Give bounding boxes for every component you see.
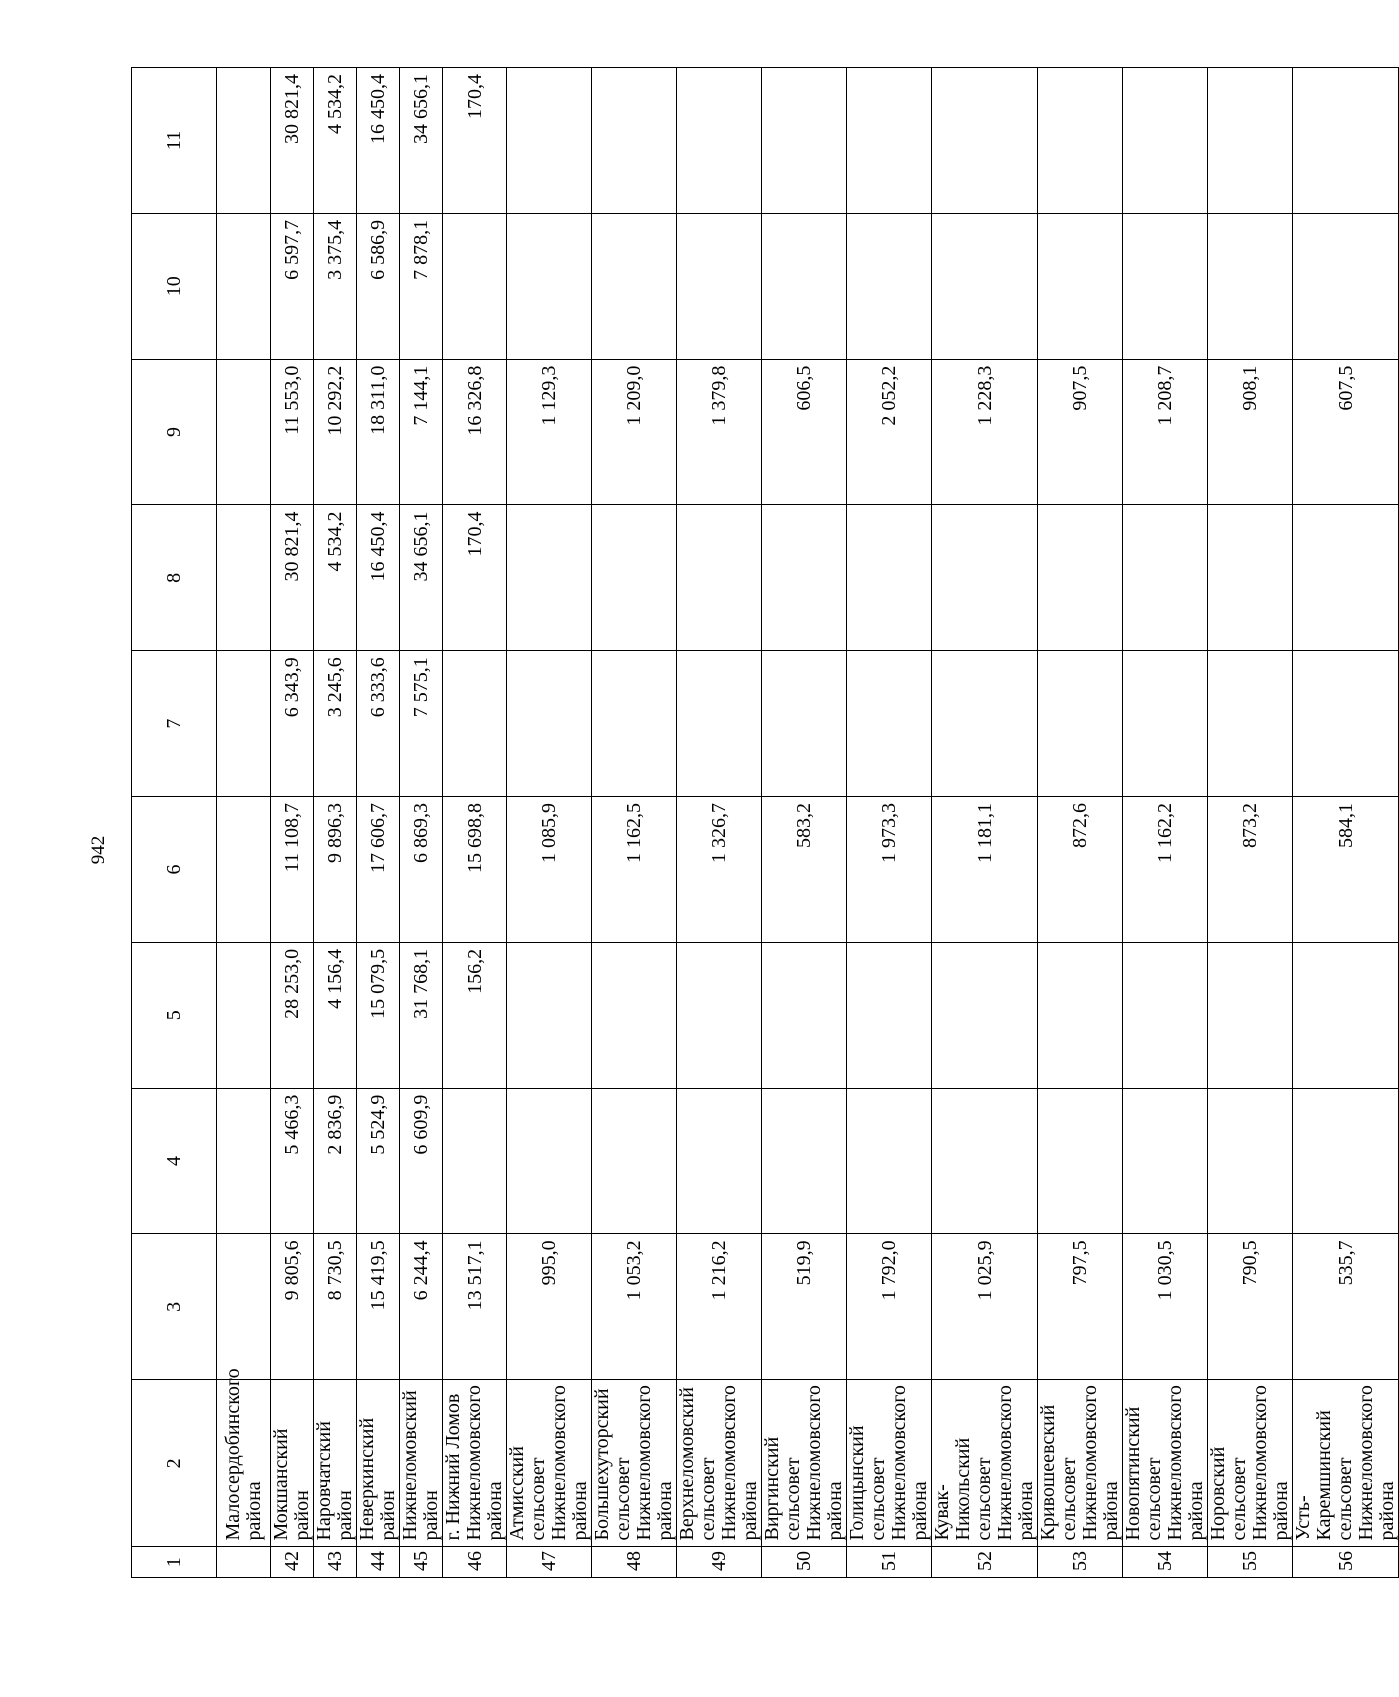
territory-name-cell: Виргинский сельсовет Нижнеломовского района bbox=[762, 1380, 847, 1547]
value-cell-c10 bbox=[1208, 213, 1293, 359]
value-cell-c11 bbox=[507, 68, 592, 214]
territory-name-cell: Кривошеевский сельсовет Нижнеломовского района bbox=[1038, 1380, 1123, 1547]
value-cell-c11: 4 534,2 bbox=[314, 68, 357, 214]
value-cell-c10: 6 586,9 bbox=[357, 213, 400, 359]
value-cell-c8 bbox=[677, 505, 762, 651]
value-cell-c4 bbox=[1038, 1088, 1123, 1234]
row-number-cell: 44 bbox=[357, 1547, 400, 1578]
row-number-cell bbox=[217, 1547, 271, 1578]
value-cell-c9: 2 052,2 bbox=[847, 359, 932, 505]
value-cell-c3: 519,9 bbox=[762, 1234, 847, 1380]
territory-name-cell: Голицынский сельсовет Нижнеломовского района bbox=[847, 1380, 932, 1547]
row-number-cell: 56 bbox=[1293, 1547, 1399, 1578]
value-cell-c6: 1 085,9 bbox=[507, 797, 592, 943]
row-number-cell: 51 bbox=[847, 1547, 932, 1578]
value-cell-c6: 1 162,5 bbox=[592, 797, 677, 943]
value-cell-c5: 31 768,1 bbox=[400, 942, 443, 1088]
value-cell-c9: 16 326,8 bbox=[443, 359, 507, 505]
value-cell-c8 bbox=[592, 505, 677, 651]
value-cell-c11 bbox=[932, 68, 1038, 214]
value-cell-c11 bbox=[217, 68, 271, 214]
value-cell-c10 bbox=[762, 213, 847, 359]
table-row bbox=[1038, 68, 1123, 1578]
value-cell-c10: 6 597,7 bbox=[271, 213, 314, 359]
value-cell-c9: 606,5 bbox=[762, 359, 847, 505]
value-cell-c11: 170,4 bbox=[443, 68, 507, 214]
value-cell-c9: 1 228,3 bbox=[932, 359, 1038, 505]
value-cell-c6: 11 108,7 bbox=[271, 797, 314, 943]
value-cell-c3: 6 244,4 bbox=[400, 1234, 443, 1380]
table-row bbox=[762, 68, 847, 1578]
row-number-cell: 42 bbox=[271, 1547, 314, 1578]
value-cell-c5: 15 079,5 bbox=[357, 942, 400, 1088]
row-number-cell: 50 bbox=[762, 1547, 847, 1578]
value-cell-c9: 607,5 bbox=[1293, 359, 1399, 505]
row-number-cell: 45 bbox=[400, 1547, 443, 1578]
table-row bbox=[1123, 68, 1208, 1578]
value-cell-c6: 9 896,3 bbox=[314, 797, 357, 943]
value-cell-c7 bbox=[932, 651, 1038, 797]
value-cell-c3: 1 792,0 bbox=[847, 1234, 932, 1380]
value-cell-c6: 873,2 bbox=[1208, 797, 1293, 943]
table-row bbox=[443, 68, 507, 1578]
value-cell-c3: 13 517,1 bbox=[443, 1234, 507, 1380]
value-cell-c6: 15 698,8 bbox=[443, 797, 507, 943]
value-cell-c5 bbox=[677, 942, 762, 1088]
header-cell: 4 bbox=[132, 1088, 217, 1234]
value-cell-c3: 535,7 bbox=[1293, 1234, 1399, 1380]
value-cell-c5 bbox=[507, 942, 592, 1088]
value-cell-c11: 16 450,4 bbox=[357, 68, 400, 214]
value-cell-c9 bbox=[217, 359, 271, 505]
value-cell-c3: 15 419,5 bbox=[357, 1234, 400, 1380]
value-cell-c3: 797,5 bbox=[1038, 1234, 1123, 1380]
value-cell-c6: 1 181,1 bbox=[932, 797, 1038, 943]
value-cell-c7 bbox=[1123, 651, 1208, 797]
value-cell-c3: 995,0 bbox=[507, 1234, 592, 1380]
row-number-cell: 48 bbox=[592, 1547, 677, 1578]
value-cell-c7: 3 245,6 bbox=[314, 651, 357, 797]
value-cell-c4 bbox=[1208, 1088, 1293, 1234]
value-cell-c6: 1 973,3 bbox=[847, 797, 932, 943]
territory-name-cell: Большехуторский сельсовет Нижнеломовского района bbox=[592, 1380, 677, 1547]
value-cell-c7 bbox=[677, 651, 762, 797]
value-cell-c10: 3 375,4 bbox=[314, 213, 357, 359]
table-row bbox=[217, 68, 271, 1578]
value-cell-c6: 17 606,7 bbox=[357, 797, 400, 943]
value-cell-c4: 6 609,9 bbox=[400, 1088, 443, 1234]
value-cell-c8 bbox=[932, 505, 1038, 651]
value-cell-c4: 2 836,9 bbox=[314, 1088, 357, 1234]
value-cell-c7 bbox=[1208, 651, 1293, 797]
row-number-cell: 53 bbox=[1038, 1547, 1123, 1578]
value-cell-c7 bbox=[762, 651, 847, 797]
value-cell-c4 bbox=[217, 1088, 271, 1234]
value-cell-c8: 30 821,4 bbox=[271, 505, 314, 651]
territory-name-cell: Новопятинский сельсовет Нижнеломовского района bbox=[1123, 1380, 1208, 1547]
value-cell-c6: 6 869,3 bbox=[400, 797, 443, 943]
value-cell-c4 bbox=[443, 1088, 507, 1234]
value-cell-c8 bbox=[1123, 505, 1208, 651]
value-cell-c3: 1 216,2 bbox=[677, 1234, 762, 1380]
value-cell-c6: 1 162,2 bbox=[1123, 797, 1208, 943]
value-cell-c8 bbox=[217, 505, 271, 651]
value-cell-c8 bbox=[1038, 505, 1123, 651]
value-cell-c10 bbox=[932, 213, 1038, 359]
territory-name-cell: Наровчатский район bbox=[314, 1380, 357, 1547]
territory-name-cell: Верхнеломовский сельсовет Нижнеломовского района bbox=[677, 1380, 762, 1547]
row-number-cell: 47 bbox=[507, 1547, 592, 1578]
value-cell-c4: 5 466,3 bbox=[271, 1088, 314, 1234]
value-cell-c5: 156,2 bbox=[443, 942, 507, 1088]
value-cell-c4: 5 524,9 bbox=[357, 1088, 400, 1234]
territory-name-cell: Атмисский сельсовет Нижнеломовского района bbox=[507, 1380, 592, 1547]
header-cell: 1 bbox=[132, 1547, 217, 1578]
territory-name-cell: Мокшанский район bbox=[271, 1380, 314, 1547]
value-cell-c9: 1 209,0 bbox=[592, 359, 677, 505]
value-cell-c8 bbox=[1208, 505, 1293, 651]
value-cell-c5: 4 156,4 bbox=[314, 942, 357, 1088]
value-cell-c10 bbox=[847, 213, 932, 359]
value-cell-c5: 28 253,0 bbox=[271, 942, 314, 1088]
value-cell-c4 bbox=[1293, 1088, 1399, 1234]
row-number-cell: 43 bbox=[314, 1547, 357, 1578]
value-cell-c3: 8 730,5 bbox=[314, 1234, 357, 1380]
header-cell: 8 bbox=[132, 505, 217, 651]
value-cell-c11 bbox=[592, 68, 677, 214]
value-cell-c6: 872,6 bbox=[1038, 797, 1123, 943]
value-cell-c5 bbox=[847, 942, 932, 1088]
value-cell-c9: 7 144,1 bbox=[400, 359, 443, 505]
value-cell-c6: 1 326,7 bbox=[677, 797, 762, 943]
value-cell-c8: 34 656,1 bbox=[400, 505, 443, 651]
value-cell-c4 bbox=[1123, 1088, 1208, 1234]
value-cell-c11: 34 656,1 bbox=[400, 68, 443, 214]
territory-name-cell: г. Нижний Ломов Нижнеломовского района bbox=[443, 1380, 507, 1547]
value-cell-c8 bbox=[1293, 505, 1399, 651]
value-cell-c7 bbox=[507, 651, 592, 797]
value-cell-c7 bbox=[1038, 651, 1123, 797]
table-row bbox=[1293, 68, 1399, 1578]
value-cell-c3: 1 053,2 bbox=[592, 1234, 677, 1380]
table-row bbox=[400, 68, 443, 1578]
value-cell-c8: 16 450,4 bbox=[357, 505, 400, 651]
value-cell-c9: 10 292,2 bbox=[314, 359, 357, 505]
value-cell-c4 bbox=[507, 1088, 592, 1234]
value-cell-c11 bbox=[677, 68, 762, 214]
value-cell-c7: 6 343,9 bbox=[271, 651, 314, 797]
row-number-cell: 46 bbox=[443, 1547, 507, 1578]
value-cell-c10 bbox=[217, 213, 271, 359]
value-cell-c9: 908,1 bbox=[1208, 359, 1293, 505]
value-cell-c8: 4 534,2 bbox=[314, 505, 357, 651]
value-cell-c10: 7 878,1 bbox=[400, 213, 443, 359]
rotated-table-wrapper bbox=[131, 67, 1398, 1578]
value-cell-c9: 1 379,8 bbox=[677, 359, 762, 505]
value-cell-c11 bbox=[762, 68, 847, 214]
table-row bbox=[847, 68, 932, 1578]
value-cell-c10 bbox=[1293, 213, 1399, 359]
territory-name-cell: Малосердобинского района bbox=[217, 1380, 271, 1547]
value-cell-c8: 170,4 bbox=[443, 505, 507, 651]
value-cell-c3: 1 030,5 bbox=[1123, 1234, 1208, 1380]
territory-name-cell: Норовский сельсовет Нижнеломовского района bbox=[1208, 1380, 1293, 1547]
table-row bbox=[932, 68, 1038, 1578]
value-cell-c5 bbox=[1123, 942, 1208, 1088]
row-number-cell: 54 bbox=[1123, 1547, 1208, 1578]
value-cell-c9: 1 208,7 bbox=[1123, 359, 1208, 505]
value-cell-c10 bbox=[592, 213, 677, 359]
value-cell-c5 bbox=[1293, 942, 1399, 1088]
data-table bbox=[131, 67, 1399, 1578]
territory-name-cell: Кувак-Никольский сельсовет Нижнеломовского района bbox=[932, 1380, 1038, 1547]
value-cell-c4 bbox=[847, 1088, 932, 1234]
value-cell-c11 bbox=[1123, 68, 1208, 214]
row-number-cell: 49 bbox=[677, 1547, 762, 1578]
value-cell-c9: 1 129,3 bbox=[507, 359, 592, 505]
header-cell: 6 bbox=[132, 797, 217, 943]
territory-name-cell: Нижнеломовский район bbox=[400, 1380, 443, 1547]
value-cell-c8 bbox=[507, 505, 592, 651]
value-cell-c4 bbox=[592, 1088, 677, 1234]
value-cell-c9: 907,5 bbox=[1038, 359, 1123, 505]
table-row bbox=[677, 68, 762, 1578]
value-cell-c4 bbox=[677, 1088, 762, 1234]
territory-name-cell: Усть-Каремшинский сельсовет Нижнеломовского района bbox=[1293, 1380, 1399, 1547]
header-cell: 5 bbox=[132, 942, 217, 1088]
value-cell-c6: 584,1 bbox=[1293, 797, 1399, 943]
value-cell-c5 bbox=[932, 942, 1038, 1088]
value-cell-c9: 18 311,0 bbox=[357, 359, 400, 505]
row-number-cell: 55 bbox=[1208, 1547, 1293, 1578]
value-cell-c11: 30 821,4 bbox=[271, 68, 314, 214]
table-row bbox=[357, 68, 400, 1578]
header-row bbox=[132, 68, 217, 1578]
value-cell-c4 bbox=[932, 1088, 1038, 1234]
value-cell-c10 bbox=[1123, 213, 1208, 359]
value-cell-c5 bbox=[1038, 942, 1123, 1088]
value-cell-c7 bbox=[847, 651, 932, 797]
table-row bbox=[507, 68, 592, 1578]
header-cell: 7 bbox=[132, 651, 217, 797]
value-cell-c9: 11 553,0 bbox=[271, 359, 314, 505]
value-cell-c10 bbox=[443, 213, 507, 359]
value-cell-c8 bbox=[847, 505, 932, 651]
value-cell-c3 bbox=[217, 1234, 271, 1380]
value-cell-c3: 1 025,9 bbox=[932, 1234, 1038, 1380]
value-cell-c3: 790,5 bbox=[1208, 1234, 1293, 1380]
header-cell: 10 bbox=[132, 213, 217, 359]
value-cell-c11 bbox=[1208, 68, 1293, 214]
table-row bbox=[314, 68, 357, 1578]
header-cell: 3 bbox=[132, 1234, 217, 1380]
value-cell-c4 bbox=[762, 1088, 847, 1234]
value-cell-c5 bbox=[217, 942, 271, 1088]
value-cell-c11 bbox=[1293, 68, 1399, 214]
value-cell-c10 bbox=[677, 213, 762, 359]
table-row bbox=[271, 68, 314, 1578]
header-cell: 2 bbox=[132, 1380, 217, 1547]
value-cell-c11 bbox=[847, 68, 932, 214]
territory-name-cell: Неверкинский район bbox=[357, 1380, 400, 1547]
header-cell: 11 bbox=[132, 68, 217, 214]
value-cell-c7: 6 333,6 bbox=[357, 651, 400, 797]
page-number: 942 bbox=[88, 835, 109, 865]
value-cell-c7 bbox=[217, 651, 271, 797]
value-cell-c7 bbox=[1293, 651, 1399, 797]
value-cell-c6 bbox=[217, 797, 271, 943]
value-cell-c5 bbox=[762, 942, 847, 1088]
value-cell-c3: 9 805,6 bbox=[271, 1234, 314, 1380]
value-cell-c5 bbox=[592, 942, 677, 1088]
value-cell-c7: 7 575,1 bbox=[400, 651, 443, 797]
value-cell-c6: 583,2 bbox=[762, 797, 847, 943]
value-cell-c10 bbox=[1038, 213, 1123, 359]
value-cell-c5 bbox=[1208, 942, 1293, 1088]
value-cell-c10 bbox=[507, 213, 592, 359]
value-cell-c7 bbox=[443, 651, 507, 797]
header-cell: 9 bbox=[132, 359, 217, 505]
value-cell-c8 bbox=[762, 505, 847, 651]
table-row bbox=[592, 68, 677, 1578]
row-number-cell: 52 bbox=[932, 1547, 1038, 1578]
value-cell-c7 bbox=[592, 651, 677, 797]
value-cell-c11 bbox=[1038, 68, 1123, 214]
table-row bbox=[1208, 68, 1293, 1578]
